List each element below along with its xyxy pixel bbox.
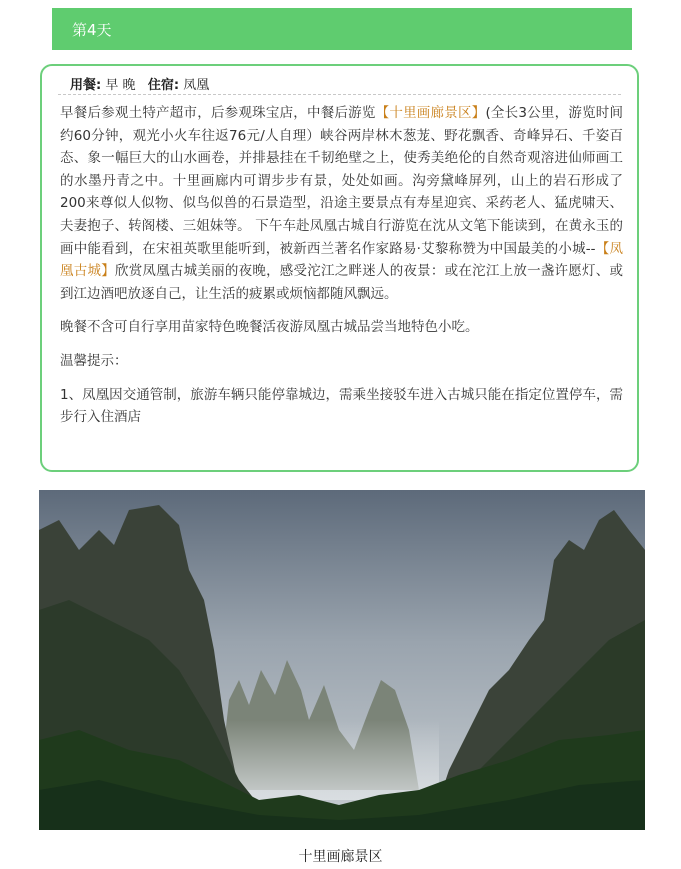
scenic-photo	[39, 490, 645, 830]
meals-label: 用餐	[70, 78, 97, 93]
stay-label: 住宿	[147, 78, 174, 93]
highlight-fenghuang: 【凤凰古城】	[60, 240, 623, 280]
highlight-shilihualang: 【十里画廊景区】	[375, 105, 486, 121]
tip-item: 1、凤凰因交通管制，旅游车辆只能停靠城边，需乘坐接驳车进入古城只能在指定位置停车，需步行入住酒店	[60, 386, 623, 426]
day-title: 第4天	[72, 21, 112, 39]
meta-divider	[58, 94, 621, 95]
stay-value: 凤凰	[183, 78, 210, 93]
paragraph-main: 早餐后参观土特产超市，后参观珠宝店，中餐后游览【十里画廊景区】(全长3公里，游览时间约60分钟，观光小火车往返76元/人自理）峡谷两岸林木葱茏、野花飘香、奇峰异石、千姿百态、象一幅巨大的山水画卷，并排悬挂在千韧绝壁之上，使秀美绝伦的自然奇观溶进仙师画工的水墨丹青之中。十里画廊内可谓步步有景，处处如画。沟旁黛峰屏列，山上的岩石形成了200来尊似人似物、似鸟似兽的石景造型，沿途主要景点有寿星迎宾、采药老人、猛虎啸天、夫妻抱子、转阁楼、三姐妹等。 下午车赴凤凰古城自行游览在沈从文笔下能读到，在黄永玉的画中能看到，在宋祖英歌里能听到，被新西兰著名作家路易·艾黎称赞为中国最美的小城--【凤凰古城】欣赏凤凰古城美丽的夜晚，感受沱江之畔迷人的夜景：或在沱江上放一盏许愿灯、或到江边酒吧放逐自己，让生活的疲累或烦恼都随风飘远。	[60, 105, 624, 302]
paragraph-dinner: 晚餐不含可自行享用苗家特色晚餐活夜游凤凰古城品尝当地特色小吃。	[60, 319, 479, 336]
meal-stay-line: 用餐: 早 晚 住宿: 凤凰	[70, 78, 210, 93]
day-header-bar	[52, 8, 632, 50]
day-description	[60, 102, 623, 440]
tips-title: 温馨提示：	[60, 352, 128, 369]
itinerary-card	[40, 64, 639, 472]
photo-caption: 十里画廊景区	[298, 849, 383, 865]
meals-value: 早 晚	[105, 78, 136, 93]
